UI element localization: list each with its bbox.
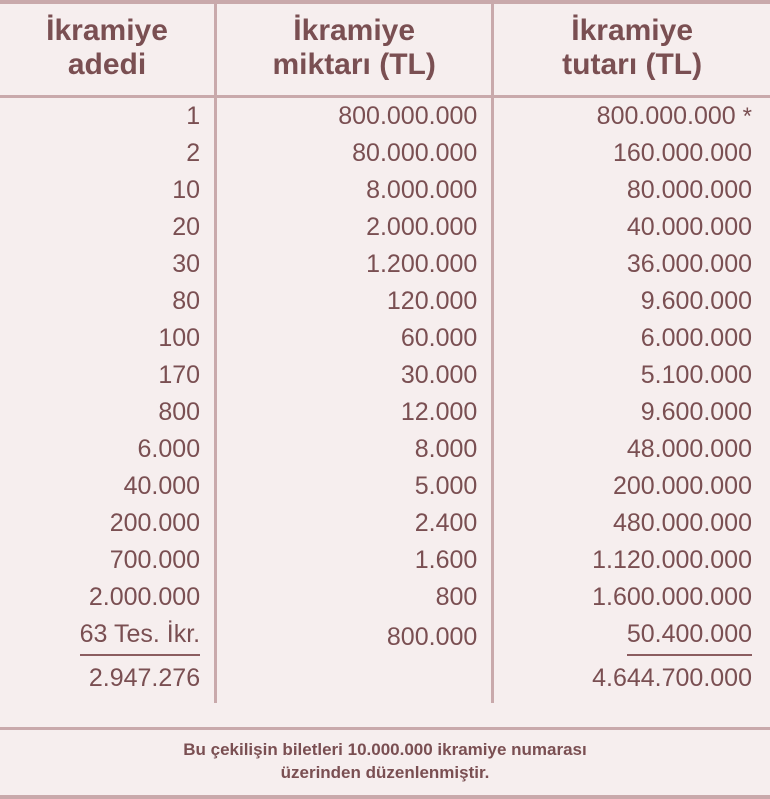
cell-total-value: 50.400.000 <box>627 618 752 656</box>
column-header-amount-line2: miktarı (TL) <box>272 47 436 81</box>
footnote <box>0 730 770 795</box>
column-header-count <box>0 4 216 95</box>
cell-total: 80.000.000 <box>626 176 752 205</box>
table-body <box>0 98 770 703</box>
cell-amount: 1.600 <box>216 542 493 579</box>
cell-count: 700.000 <box>0 542 216 579</box>
cell-amount: 8.000.000 <box>216 172 493 209</box>
footnote-line1: Bu çekilişin biletleri 10.000.000 ikramiye numarası <box>183 740 587 760</box>
cell-count: 20 <box>0 209 216 246</box>
cell-total <box>493 616 770 658</box>
cell-amount: 8.000 <box>216 431 493 468</box>
table-row <box>0 209 770 246</box>
cell-amount: 800 <box>216 579 493 616</box>
cell-amount: 800.000.000 <box>216 98 493 135</box>
table-row <box>0 579 770 616</box>
table-row <box>0 616 770 658</box>
prize-table <box>0 4 770 95</box>
cell-amount: 800.000 <box>216 616 493 658</box>
cell-amount: 60.000 <box>216 320 493 357</box>
table-row <box>0 135 770 172</box>
cell-count: 30 <box>0 246 216 283</box>
cell-total <box>493 98 770 135</box>
cell-amount: 120.000 <box>216 283 493 320</box>
cell-count: 10 <box>0 172 216 209</box>
cell-amount: 2.000.000 <box>216 209 493 246</box>
cell-amount: 80.000.000 <box>216 135 493 172</box>
cell-amount: 30.000 <box>216 357 493 394</box>
footnote-marker-icon: * <box>742 103 752 131</box>
cell-amount: 5.000 <box>216 468 493 505</box>
table-row <box>0 505 770 542</box>
cell-count <box>0 616 216 658</box>
table-row <box>0 357 770 394</box>
cell-count: 6.000 <box>0 431 216 468</box>
table-row <box>0 542 770 579</box>
cell-total: 160.000.000 <box>612 139 752 168</box>
table-row <box>0 172 770 209</box>
cell-count: 170 <box>0 357 216 394</box>
header-row <box>0 4 770 95</box>
table-row <box>0 320 770 357</box>
column-header-total-line2: tutarı (TL) <box>562 47 703 81</box>
cell-amount: 1.200.000 <box>216 246 493 283</box>
table-row <box>0 394 770 431</box>
column-header-total <box>493 4 770 95</box>
cell-count: 1 <box>0 98 216 135</box>
cell-total: 480.000.000 <box>612 509 752 538</box>
table-row <box>0 246 770 283</box>
prize-table-body <box>0 98 770 703</box>
cell-count-value: 63 Tes. İkr. <box>80 618 200 656</box>
table-row <box>0 431 770 468</box>
cell-count: 200.000 <box>0 505 216 542</box>
totals-row <box>0 658 770 703</box>
table-row <box>0 468 770 505</box>
cell-total: 5.100.000 <box>640 361 752 390</box>
cell-count: 800 <box>0 394 216 431</box>
cell-total: 48.000.000 <box>626 435 752 464</box>
column-header-total-line1: İkramiye <box>571 14 694 47</box>
cell-count: 2.000.000 <box>0 579 216 616</box>
table-row <box>0 98 770 135</box>
cell-total: 9.600.000 <box>640 398 752 427</box>
totals-count: 2.947.276 <box>0 658 216 703</box>
totals-total: 4.644.700.000 <box>592 664 752 693</box>
cell-count: 100 <box>0 320 216 357</box>
cell-total: 40.000.000 <box>626 213 752 242</box>
cell-count: 80 <box>0 283 216 320</box>
cell-total-value: 800.000.000 <box>596 102 736 131</box>
table-row <box>0 283 770 320</box>
cell-total: 1.120.000.000 <box>592 546 752 575</box>
cell-count: 40.000 <box>0 468 216 505</box>
column-header-count-line1: İkramiye <box>46 14 168 47</box>
totals-amount <box>216 658 493 703</box>
bottom-border <box>0 795 770 799</box>
cell-total: 36.000.000 <box>626 250 752 279</box>
layout-spacer <box>0 703 770 727</box>
cell-total: 6.000.000 <box>640 324 752 353</box>
cell-total: 9.600.000 <box>640 287 752 316</box>
table-header <box>0 4 770 95</box>
cell-amount: 12.000 <box>216 394 493 431</box>
column-header-amount-line1: İkramiye <box>293 14 416 47</box>
cell-total: 1.600.000.000 <box>592 583 752 612</box>
cell-amount: 2.400 <box>216 505 493 542</box>
column-header-count-line2: adedi <box>67 47 147 81</box>
cell-total: 200.000.000 <box>612 472 752 501</box>
footnote-line2: üzerinden düzenlenmiştir. <box>280 763 490 783</box>
column-header-amount <box>216 4 493 95</box>
cell-count: 2 <box>0 135 216 172</box>
